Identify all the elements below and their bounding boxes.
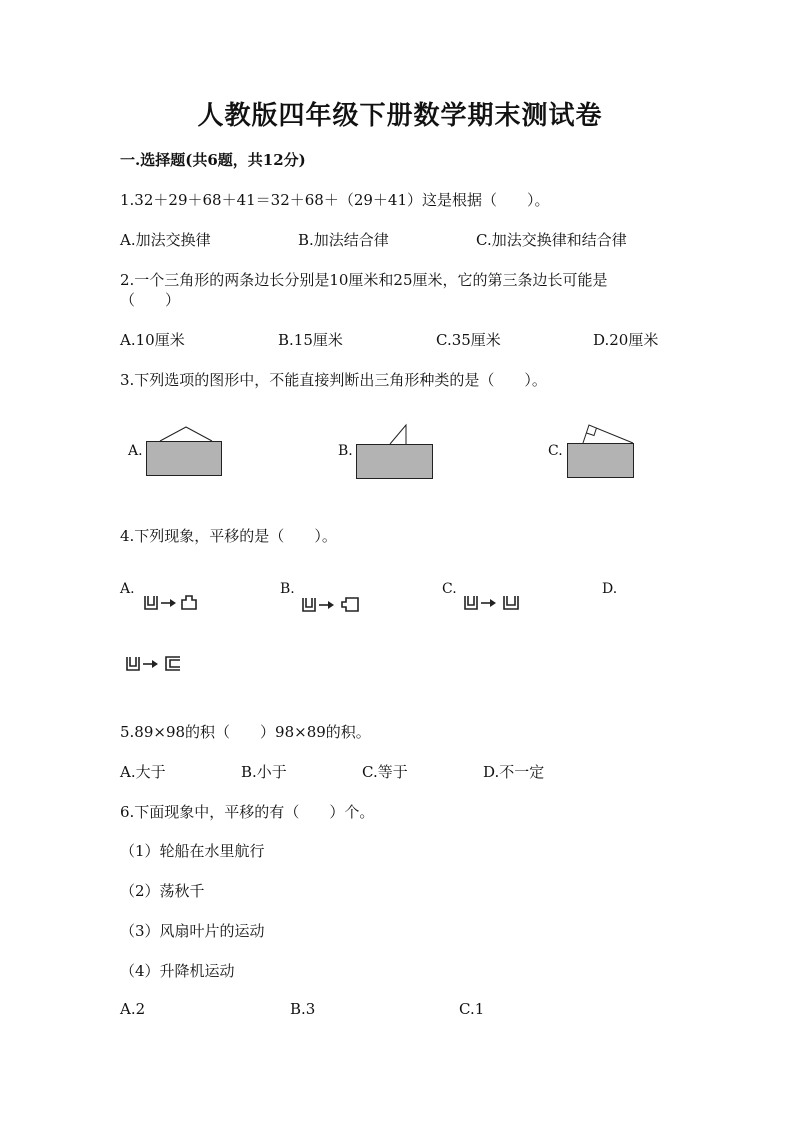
question-4-figure-a — [144, 595, 200, 611]
question-4-figure-b — [302, 597, 362, 613]
figure-b-triangle — [390, 425, 406, 444]
question-2-option-b: B.15厘米 — [278, 331, 343, 349]
question-1-option-b: B.加法结合律 — [298, 231, 389, 249]
question-5-option-c: C.等于 — [362, 763, 408, 781]
question-1-option-c: C.加法交换律和结合律 — [476, 231, 627, 249]
question-3-figure-b — [356, 423, 436, 479]
question-4-figure-b-label: B. — [280, 581, 295, 597]
section-heading: 一.选择题(共6题，共12分) — [120, 151, 306, 169]
question-3-stem: 3.下列选项的图形中，不能直接判断出三角形种类的是（ ）。 — [120, 371, 547, 389]
figure-a-rectangle — [147, 442, 222, 476]
question-2-stem-cont: （ ） — [120, 291, 181, 309]
question-2-stem: 2.一个三角形的两条边长分别是10厘米和25厘米，它的第三条边长可能是 — [120, 271, 608, 289]
page-title: 人教版四年级下册数学期末测试卷 — [197, 101, 603, 131]
question-4-stem: 4.下列现象，平移的是（ ）。 — [120, 527, 337, 545]
question-6-option-c: C.1 — [459, 1000, 485, 1018]
question-3-figure-c-label: C. — [548, 443, 563, 459]
question-3-figure-c — [567, 421, 637, 479]
question-2-option-c: C.35厘米 — [436, 331, 501, 349]
figure-a-triangle — [160, 427, 212, 441]
question-6-item-1: （1）轮船在水里航行 — [120, 842, 265, 860]
question-2-option-d: D.20厘米 — [593, 331, 659, 349]
question-5-option-a: A.大于 — [120, 763, 166, 781]
question-6-item-2: （2）荡秋千 — [120, 882, 205, 900]
question-6-option-a: A.2 — [120, 1000, 146, 1018]
figure-b-rectangle — [357, 445, 433, 479]
question-3-figure-a — [146, 425, 226, 477]
question-4-figure-d-label: D. — [602, 581, 618, 597]
question-3-figure-a-label: A. — [128, 443, 143, 459]
question-4-figure-c — [464, 595, 522, 611]
question-5-option-b: B.小于 — [241, 763, 287, 781]
question-5-option-d: D.不一定 — [483, 763, 545, 781]
question-1-stem: 1.32＋29＋68＋41＝32＋68＋（29＋41）这是根据（ ）。 — [120, 191, 550, 209]
question-4-figure-d — [126, 656, 184, 672]
question-6-item-4: （4）升降机运动 — [120, 962, 235, 980]
question-6-item-3: （3）风扇叶片的运动 — [120, 922, 265, 940]
question-4-figure-c-label: C. — [442, 581, 457, 597]
question-6-option-b: B.3 — [290, 1000, 316, 1018]
question-6-stem: 6.下面现象中，平移的有（ ）个。 — [120, 803, 375, 821]
question-4-figure-a-label: A. — [120, 581, 135, 597]
question-3-figure-b-label: B. — [338, 443, 353, 459]
question-1-option-a: A.加法交换律 — [120, 231, 211, 249]
question-5-stem: 5.89×98的积（ ）98×89的积。 — [120, 723, 371, 741]
question-2-option-a: A.10厘米 — [120, 331, 185, 349]
figure-c-rectangle — [568, 444, 634, 478]
